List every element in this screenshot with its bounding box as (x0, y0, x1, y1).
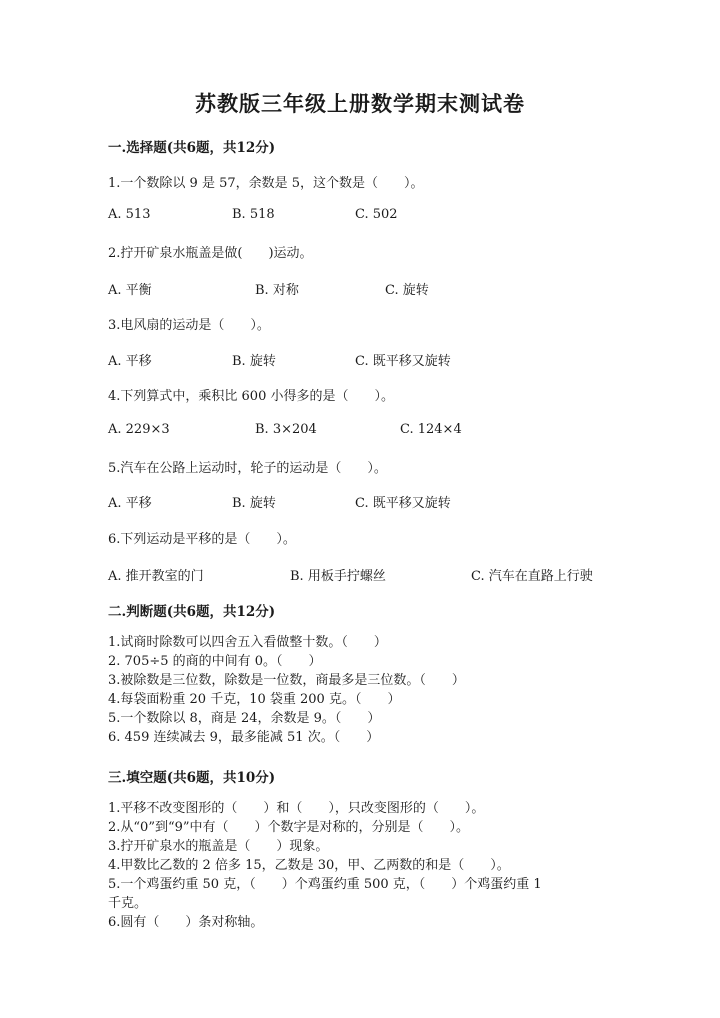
choice-5-option-a: A. 平移 (108, 496, 152, 511)
fill-item-4: 4.甲数比乙数的 2 倍多 15，乙数是 30，甲、乙两数的和是（ ）。 (108, 858, 510, 873)
judge-item-2: 2. 705÷5 的商的中间有 0。（ ） (108, 654, 322, 669)
section-heading-judge: 二.判断题(共6题，共12分) (108, 604, 276, 620)
fill-item-5-continued: 千克。 (108, 896, 148, 911)
choice-4-option-a: A. 229×3 (108, 422, 170, 437)
choice-3-option-b: B. 旋转 (232, 354, 276, 369)
choice-5-option-b: B. 旋转 (232, 496, 276, 511)
choice-6-option-a: A. 推开教室的门 (108, 569, 204, 584)
judge-item-6: 6. 459 连续减去 9，最多能减 51 次。（ ） (108, 730, 380, 745)
fill-item-2: 2.从“0”到“9”中有（ ）个数字是对称的，分别是（ ）。 (108, 820, 470, 835)
choice-2-option-a: A. 平衡 (108, 283, 152, 298)
choice-question-5: 5.汽车在公路上运动时，轮子的运动是（ ）。 (108, 461, 387, 476)
choice-2-option-c: C. 旋转 (385, 283, 429, 298)
section-heading-fill: 三.填空题(共6题，共10分) (108, 770, 276, 786)
choice-5-option-c: C. 既平移又旋转 (355, 496, 451, 511)
choice-6-option-b: B. 用板手拧螺丝 (290, 569, 386, 584)
choice-4-option-c: C. 124×4 (400, 422, 462, 437)
judge-item-5: 5.一个数除以 8，商是 24，余数是 9。（ ） (108, 711, 381, 726)
choice-question-1: 1.一个数除以 9 是 57，余数是 5，这个数是（ ）。 (108, 176, 424, 191)
page-title: 苏教版三年级上册数学期末测试卷 (195, 91, 525, 116)
choice-2-option-b: B. 对称 (255, 283, 299, 298)
choice-3-option-a: A. 平移 (108, 354, 152, 369)
fill-item-6: 6.圆有（ ）条对称轴。 (108, 915, 264, 930)
judge-item-1: 1.试商时除数可以四舍五入看做整十数。（ ） (108, 635, 387, 650)
choice-3-option-c: C. 既平移又旋转 (355, 354, 451, 369)
choice-6-option-c: C. 汽车在直路上行驶 (471, 569, 593, 584)
fill-item-1: 1.平移不改变图形的（ ）和（ ），只改变图形的（ ）。 (108, 801, 485, 816)
choice-1-option-c: C. 502 (355, 207, 398, 222)
section-heading-choice: 一.选择题(共6题，共12分) (108, 140, 276, 156)
choice-question-3: 3.电风扇的运动是（ ）。 (108, 318, 270, 333)
fill-item-3: 3.拧开矿泉水的瓶盖是（ ）现象。 (108, 839, 329, 854)
choice-question-4: 4.下列算式中，乘积比 600 小得多的是（ ）。 (108, 389, 394, 404)
fill-item-5: 5.一个鸡蛋约重 50 克，（ ）个鸡蛋约重 500 克，（ ）个鸡蛋约重 1 (108, 877, 542, 892)
choice-4-option-b: B. 3×204 (255, 422, 317, 437)
choice-question-2: 2.拧开矿泉水瓶盖是做( )运动。 (108, 246, 313, 261)
judge-item-3: 3.被除数是三位数，除数是一位数，商最多是三位数。（ ） (108, 673, 465, 688)
choice-1-option-a: A. 513 (108, 207, 151, 222)
choice-1-option-b: B. 518 (232, 207, 275, 222)
choice-question-6: 6.下列运动是平移的是（ ）。 (108, 532, 296, 547)
judge-item-4: 4.每袋面粉重 20 千克，10 袋重 200 克。（ ） (108, 692, 401, 707)
